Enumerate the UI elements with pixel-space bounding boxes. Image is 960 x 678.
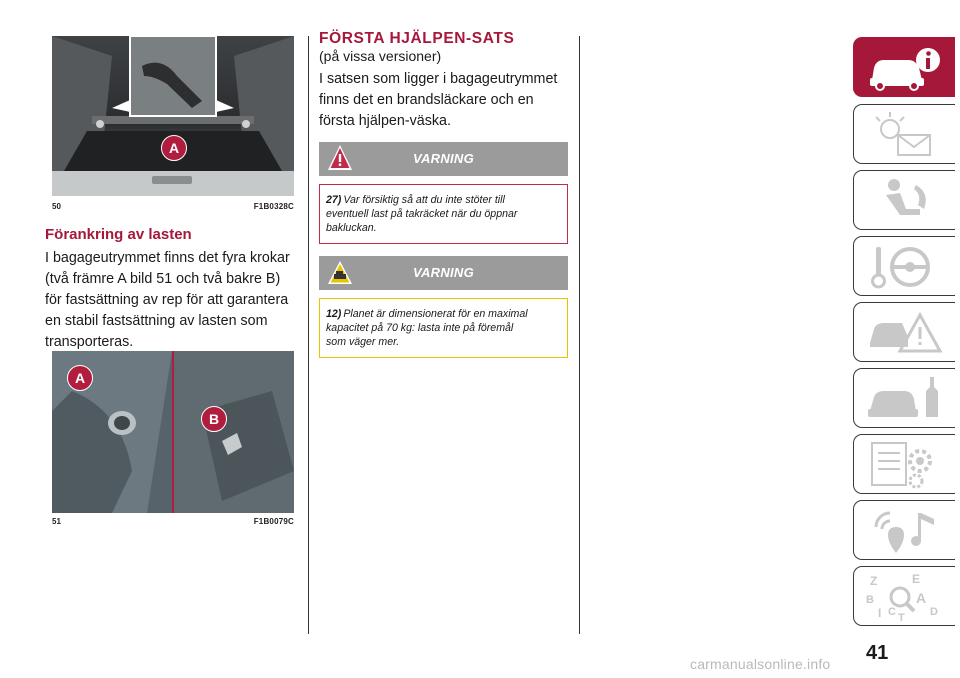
tab-index[interactable] [853, 566, 955, 626]
callout-b: B [201, 406, 227, 432]
callout-a: A [161, 135, 187, 161]
trunk-photo [52, 36, 294, 196]
tab-emergency[interactable] [853, 302, 955, 362]
callout-a: A [67, 365, 93, 391]
tab-multimedia[interactable] [853, 500, 955, 560]
index-letter: D [930, 606, 938, 618]
index-letter: B [866, 594, 874, 606]
tab-airbag-seat[interactable] [853, 170, 955, 230]
index-letter: A [916, 590, 927, 606]
tab-specifications[interactable] [853, 434, 955, 494]
paragraph-line: I bagageutrymmet finns det fyra krokar [45, 250, 290, 266]
page-number: 41 [866, 642, 889, 664]
paragraph-line: första hjälpen-väska. [319, 113, 451, 129]
car-accident-warning-icon [864, 307, 944, 359]
index-letter: C [888, 606, 896, 618]
car-wrench-icon [864, 373, 944, 425]
index-letter: I [878, 606, 882, 620]
alphabetical-index-icon [864, 571, 944, 623]
index-letter: T [898, 612, 905, 623]
car-info-icon [864, 42, 944, 94]
figure-51 [52, 351, 294, 529]
warning-ref: 27) [326, 194, 342, 206]
index-letter: Z [870, 574, 878, 588]
multimedia-music-icon [864, 505, 944, 557]
steering-wheel-key-icon [864, 241, 944, 293]
figure-code: F1B0079C [253, 517, 294, 526]
paragraph-line: en stabil fastsättning av lasten som [45, 313, 268, 329]
warning-text: Planet är dimensionerat för en maximal [343, 308, 528, 320]
figure-caption [52, 515, 294, 529]
warning-text: bakluckan. [326, 222, 377, 234]
tab-warning-lights[interactable] [853, 104, 955, 164]
tab-maintenance[interactable] [853, 368, 955, 428]
paragraph-line: transporteras. [45, 334, 134, 350]
section-heading: FÖRSTA HJÄLPEN-SATS [319, 30, 515, 47]
warning-line [326, 193, 561, 207]
figure-code: F1B0328C [253, 202, 294, 211]
warning-box [319, 184, 568, 244]
warning-text: eventuell last på takräcket när du öppnar [326, 208, 518, 220]
warning-box [319, 298, 568, 358]
warning-header [319, 142, 568, 176]
warning-line [326, 307, 561, 321]
figure-number: 50 [52, 202, 61, 211]
figure-number: 51 [52, 517, 61, 526]
warning-title: VARNING [412, 151, 475, 166]
tab-steering-wheel[interactable] [853, 236, 955, 296]
warning-title: VARNING [412, 265, 475, 280]
paragraph-line: I satsen som ligger i bagageutrymmet [319, 71, 558, 87]
paragraph-line: finns det en brandsläckare och en [319, 92, 534, 108]
section-subheading: (på vissa versioner) [319, 48, 442, 64]
column-divider [579, 36, 580, 634]
warning-lights-icon [864, 109, 944, 161]
warning-text: kapacitet på 70 kg: lasta inte på föremål [326, 322, 514, 334]
watermark: carmanualsonline.info [690, 656, 831, 672]
section-subheading: Förankring av lasten [45, 226, 192, 243]
index-letter: E [912, 572, 921, 586]
warning-text: som väger mer. [326, 336, 400, 348]
tab-car-info[interactable] [853, 37, 955, 97]
warning-ref: 12) [326, 308, 342, 320]
warning-header [319, 256, 568, 290]
column-divider [308, 36, 309, 634]
warning-text: Var försiktig så att du inte stöter till [343, 194, 505, 206]
paragraph-line: för fastsättning av rep för att garantera [45, 292, 289, 308]
airbag-seat-icon [864, 175, 944, 227]
figure-caption [52, 200, 294, 214]
figure-50 [52, 36, 294, 212]
paragraph-line: (två främre A bild 51 och två bakre B) [45, 271, 281, 287]
specifications-gear-icon [864, 439, 944, 491]
